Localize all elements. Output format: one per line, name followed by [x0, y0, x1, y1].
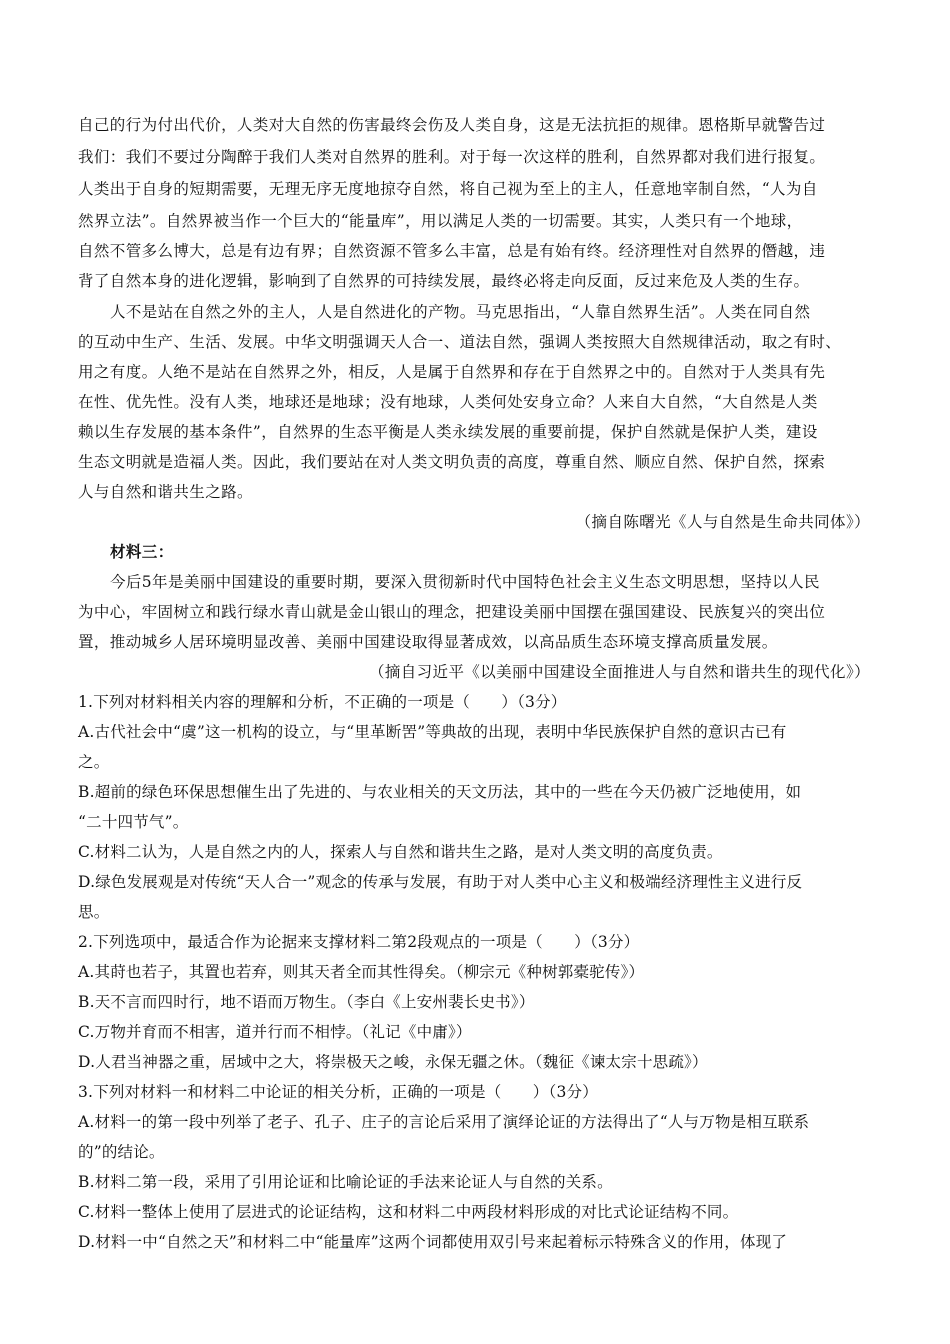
option-2c: C.万物并育而不相害，道并行而不相悖。（礼记《中庸》）	[78, 1023, 472, 1041]
material3-line: 为中心，牢固树立和践行绿水青山就是金山银山的理念，把建设美丽中国摆在强国建设、民族复兴的突出位	[78, 603, 826, 621]
material2-line: 然界立法”。自然界被当作一个巨大的“能量库”，用以满足人类的一切需要。其实，人类只有一个地球，	[78, 212, 803, 230]
option-1b: B.超前的绿色环保思想催生出了先进的、与农业相关的天文历法，其中的一些在今天仍被广泛地使用，如	[78, 783, 802, 801]
material3-line: 今后5年是美丽中国建设的重要时期，要深入贯彻新时代中国特色社会主义生态文明思想，坚持以人民	[110, 573, 820, 591]
material2-line: 人与自然和谐共生之路。	[78, 483, 253, 501]
option-1b-cont: “二十四节气”。	[78, 813, 189, 831]
question-2: 2.下列选项中，最适合作为论据来支撑材料二第2段观点的一项是（ ）（3分）	[78, 933, 640, 951]
option-1c: C.材料二认为，人是自然之内的人，探索人与自然和谐共生之路，是对人类文明的高度负责。	[78, 843, 723, 861]
option-3a-cont: 的”的结论。	[78, 1143, 165, 1161]
question-3: 3.下列对材料一和材料二中论证的相关分析，正确的一项是（ ）（3分）	[78, 1083, 598, 1101]
option-1d-cont: 思。	[78, 903, 110, 921]
material3-heading: 材料三：	[110, 543, 174, 561]
option-2b: B.天不言而四时行，地不语而万物生。（李白《上安州裴长史书》）	[78, 993, 535, 1011]
option-1a-cont: 之。	[78, 753, 110, 771]
material2-line: 生态文明就是造福人类。因此，我们要站在对人类文明负责的高度，尊重自然、顺应自然、保护自然，探索	[78, 453, 826, 471]
material2-line: 在性、优先性。没有人类，地球还是地球；没有地球，人类何处安身立命？人来自大自然，“大自然是人类	[78, 393, 818, 411]
option-3b: B.材料二第一段，采用了引用论证和比喻论证的手法来论证人与自然的关系。	[78, 1173, 613, 1191]
option-1d: D.绿色发展观是对传统“天人合一”观念的传承与发展，有助于对人类中心主义和极端经济理性主义进行反	[78, 873, 803, 891]
material2-line: 我们：我们不要过分陶醉于我们人类对自然界的胜利。对于每一次这样的胜利，自然界都对我们进行报复。	[78, 148, 826, 166]
question-1: 1.下列对材料相关内容的理解和分析，不正确的一项是（ ）（3分）	[78, 693, 567, 711]
material2-line: 背了自然本身的进化逻辑，影响到了自然界的可持续发展，最终必将走向反面，反过来危及人类的生存。	[78, 272, 810, 290]
material2-line: 用之有度。人绝不是站在自然界之外，相反，人是属于自然界和存在于自然界之中的。自然对于人类具有先	[78, 363, 826, 381]
material3-source: （摘自习近平《以美丽中国建设全面推进人与自然和谐共生的现代化》）	[368, 663, 870, 681]
material2-source: （摘自陈曙光《人与自然是生命共同体》）	[575, 513, 870, 531]
material2-line: 的互动中生产、生活、发展。中华文明强调天人合一、道法自然，强调人类按照大自然规律活动，取之有时、	[78, 333, 842, 351]
option-3d: D.材料一中“自然之天”和材料二中“能量库”这两个词都使用双引号来起着标示特殊含义的作用，体现了	[78, 1233, 788, 1251]
material3-line: 置，推动城乡人居环境明显改善、美丽中国建设取得显著成效，以高品质生态环境支撑高质量发展。	[78, 633, 778, 651]
material2-line: 自然不管多么博大，总是有边有界；自然资源不管多么丰富，总是有始有终。经济理性对自然界的僭越，违	[78, 242, 826, 260]
option-1a: A.古代社会中“虞”这一机构的设立，与“里革断罟”等典故的出现，表明中华民族保护自然的意识古已有	[78, 723, 787, 741]
option-2a: A.其莳也若子，其置也若弃，则其天者全而其性得矣。（柳宗元《种树郭橐驼传》）	[78, 963, 645, 981]
option-3a: A.材料一的第一段中列举了老子、孔子、庄子的言论后采用了演绎论证的方法得出了“人与万物是相互联系	[78, 1113, 810, 1131]
material2-line: 人类出于自身的短期需要，无理无序无度地掠夺自然，将自己视为至上的主人，任意地宰制自然，“人为自	[78, 180, 818, 198]
option-3c: C.材料一整体上使用了层进式的论证结构，这和材料二中两段材料形成的对比式论证结构不同。	[78, 1203, 739, 1221]
material2-line: 自己的行为付出代价，人类对大自然的伤害最终会伤及人类自身，这是无法抗拒的规律。恩格斯早就警告过	[78, 116, 826, 134]
option-2d: D.人君当神器之重，居域中之大，将崇极天之峻，永保无疆之休。（魏征《谏太宗十思疏》）	[78, 1053, 708, 1071]
material2-line: 人不是站在自然之外的主人，人是自然进化的产物。马克思指出，“人靠自然界生活”。人类在同自然	[110, 303, 811, 321]
material2-line: 赖以生存发展的基本条件”，自然界的生态平衡是人类永续发展的重要前提，保护自然就是保护人类，建设	[78, 423, 818, 441]
